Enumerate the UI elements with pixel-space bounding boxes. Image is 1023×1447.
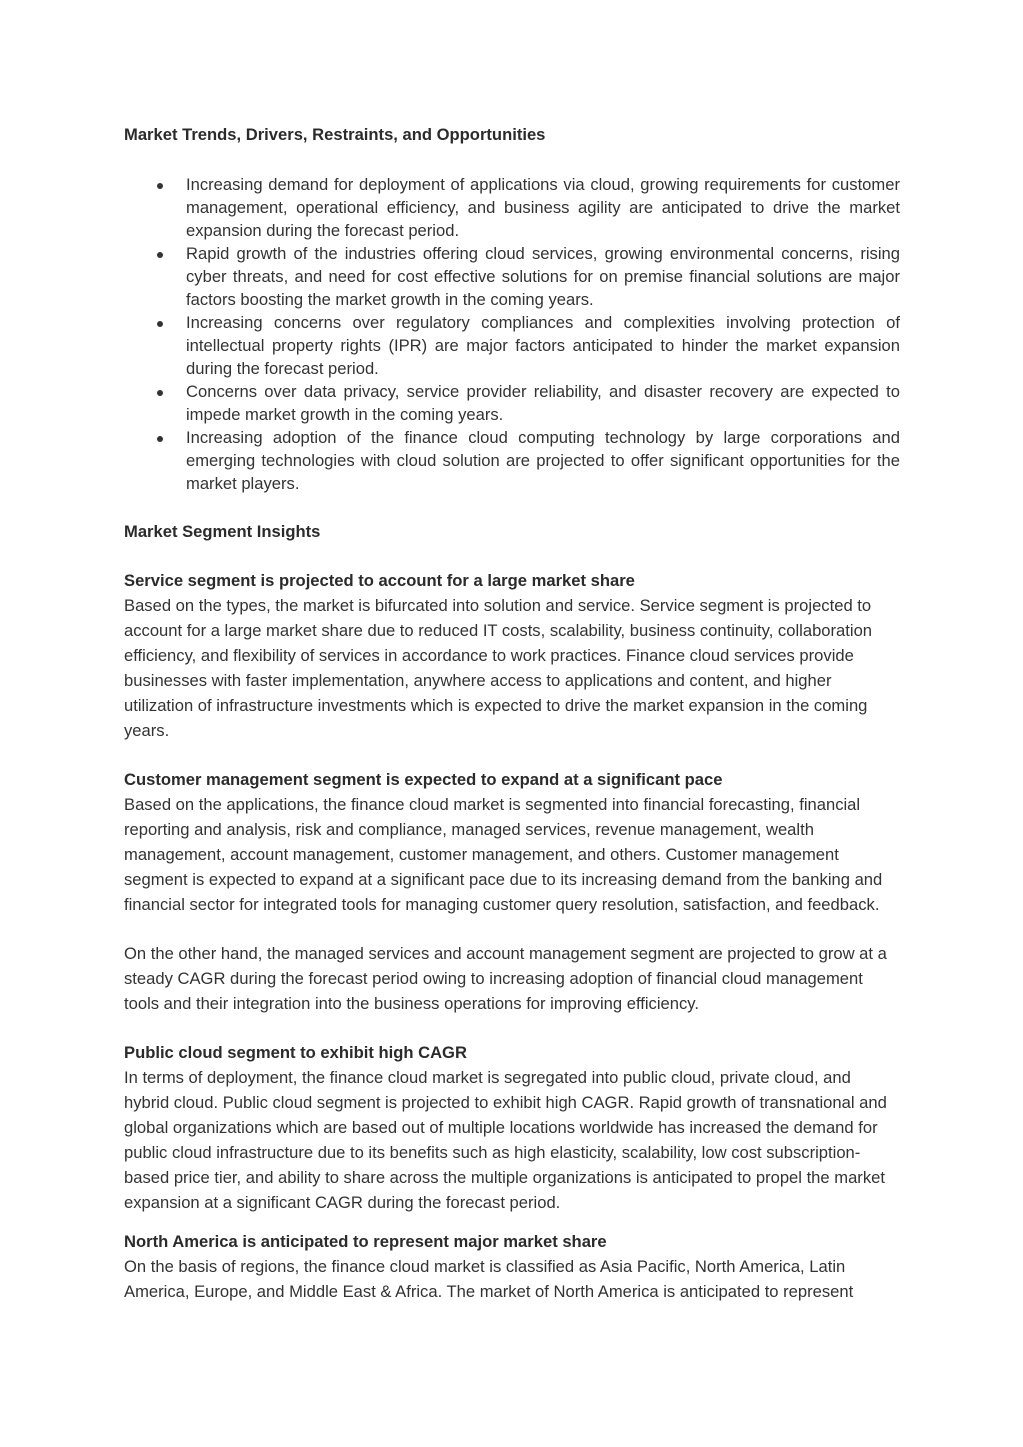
bullet-dot-icon	[157, 252, 163, 258]
public-cloud-title: Public cloud segment to exhibit high CAGR	[124, 1043, 467, 1062]
document-page	[124, 122, 900, 1304]
customer-segment-paragraph-2: On the other hand, the managed services and account management segment are projected to grow at a steady CAGR during the forecast period owing to increasing adoption of financial cloud management tools and their integration into the business operations for improving efficiency.	[124, 944, 887, 1013]
bullet-dot-icon	[157, 436, 163, 442]
customer-segment-title: Customer management segment is expected to expand at a significant pace	[124, 770, 723, 789]
bullet-dot-icon	[157, 321, 163, 327]
bullet-text: Concerns over data privacy, service provider reliability, and disaster recovery are expected to impede market growth in the coming years.	[186, 382, 900, 424]
trends-bullet-list	[124, 173, 900, 495]
service-segment-title: Service segment is projected to account for a large market share	[124, 571, 635, 590]
list-item	[124, 380, 900, 426]
customer-segment-paragraph: Based on the applications, the finance cloud market is segmented into financial forecasting, financial reporting and analysis, risk and compliance, managed services, revenue management, wealth management, account management, customer management, and others. Customer management segment is expected to expand at a significant pace due to its increasing demand from the banking and financial sector for integrated tools for managing customer query resolution, satisfaction, and feedback.	[124, 795, 883, 914]
north-america-paragraph: On the basis of regions, the finance cloud market is classified as Asia Pacific, North America, Latin America, Europe, and Middle East & Africa. The market of North America is anticipated to represent	[124, 1257, 854, 1301]
bullet-text: Increasing demand for deployment of applications via cloud, growing requirements for customer management, operational efficiency, and business agility are anticipated to drive the market expansion during the forecast period.	[186, 175, 900, 240]
service-segment-paragraph: Based on the types, the market is bifurcated into solution and service. Service segment is projected to account for a large market share due to reduced IT costs, scalability, business continuity, collaboration efficiency, and flexibility of services in accordance to work practices. Finance cloud services provide businesses with faster implementation, anywhere access to applications and content, and higher utilization of infrastructure investments which is expected to drive the market expansion in the coming years.	[124, 596, 873, 740]
trends-heading: Market Trends, Drivers, Restraints, and Opportunities	[124, 125, 546, 144]
bullet-text: Increasing concerns over regulatory compliances and complexities involving protection of intellectual property rights (IPR) are major factors anticipated to hinder the market expansion during the forecast period.	[186, 313, 900, 378]
north-america-title: North America is anticipated to represent major market share	[124, 1232, 607, 1251]
list-item	[124, 173, 900, 242]
list-item	[124, 242, 900, 311]
list-item	[124, 311, 900, 380]
bullet-dot-icon	[157, 183, 163, 189]
insights-heading: Market Segment Insights	[124, 522, 321, 541]
bullet-dot-icon	[157, 390, 163, 396]
bullet-text: Increasing adoption of the finance cloud computing technology by large corporations and emerging technologies with cloud solution are projected to offer significant opportunities for the market players.	[186, 428, 900, 493]
bullet-text: Rapid growth of the industries offering cloud services, growing environmental concerns, rising cyber threats, and need for cost effective solutions for on premise financial solutions are major factors boosting the market growth in the coming years.	[186, 244, 900, 309]
list-item	[124, 426, 900, 495]
public-cloud-paragraph: In terms of deployment, the finance cloud market is segregated into public cloud, private cloud, and hybrid cloud. Public cloud segment is projected to exhibit high CAGR. Rapid growth of transnational and global organizations which are based out of multiple locations worldwide has increased the demand for public cloud infrastructure due to its benefits such as high elasticity, scalability, low cost subscription-based price tier, and ability to share across the multiple organizations is anticipated to propel the market expansion at a significant CAGR during the forecast period.	[124, 1068, 887, 1212]
